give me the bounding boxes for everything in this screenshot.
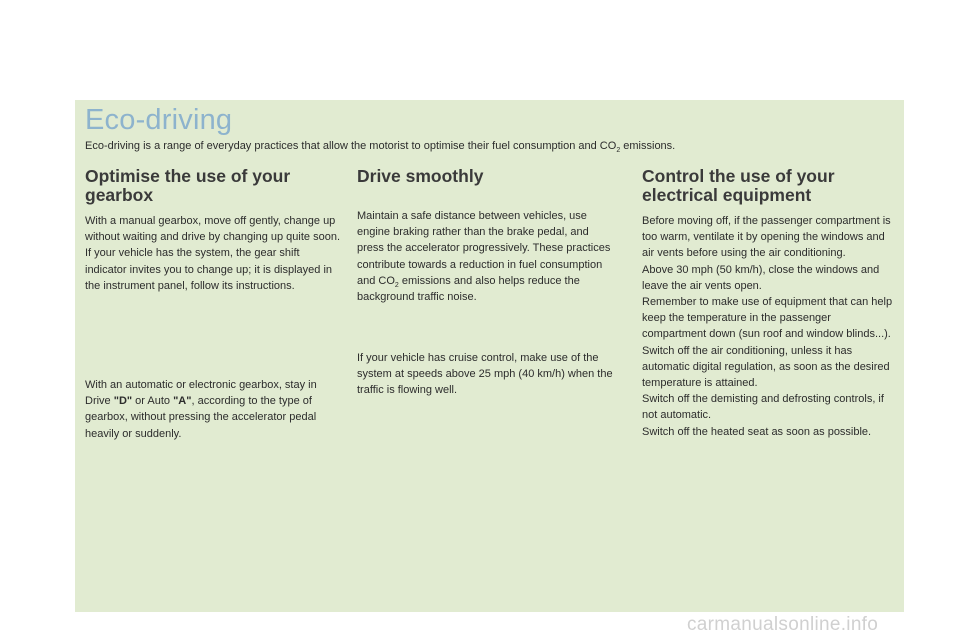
drive-mode-d: "D" xyxy=(113,395,133,408)
gearbox-manual-text: With a manual gearbox, move off gently, change up without waiting and drive by changing up quite soon. If your vehicle has the system, the gear shift indicator invites you to change up; it is displayed in the instrument panel, follow its instructions. xyxy=(85,215,341,292)
electrical-line: Switch off the heated seat as soon as possible. xyxy=(642,425,872,438)
drive-smoothly-text xyxy=(357,208,615,305)
drive-smoothly-text-main: Maintain a safe distance between vehicles, use engine braking rather than the brake pedal, and press the accelerator progressively. These practices contribute towards a reduction in fuel consumption and CO xyxy=(357,210,611,287)
electrical-heading: Control the use of your electrical equipment xyxy=(642,166,835,205)
cruise-control-text: If your vehicle has cruise control, make use of the system at speeds above 25 mph (40 km/h) when the traffic is flowing well. xyxy=(357,352,613,397)
intro-text-end: emissions. xyxy=(620,140,676,152)
co2-subscript: 2 xyxy=(394,281,399,289)
page-title: Eco-driving xyxy=(85,104,233,136)
automatic-text-2: or Auto xyxy=(132,395,174,408)
electrical-text xyxy=(642,213,894,440)
gearbox-section xyxy=(85,166,343,440)
drive-smoothly-heading: Drive smoothly xyxy=(357,166,484,186)
electrical-line: Remember to make use of equipment that can help keep the temperature in the passenger compartment down (sun roof and window blinds...). xyxy=(642,296,893,341)
drive-mode-a: "A" xyxy=(173,395,192,408)
gearbox-heading: Optimise the use of your gearbox xyxy=(85,166,291,205)
electrical-line: Switch off the demisting and defrosting controls, if not automatic. xyxy=(642,393,884,422)
gearbox-automatic-text xyxy=(85,377,335,442)
intro-text-main: Eco-driving is a range of everyday practices that allow the motorist to optimise their fuel consumption and CO xyxy=(85,140,617,152)
automatic-text-1: With an automatic or electronic gearbox, stay in Drive xyxy=(85,379,317,408)
watermark: carmanualsonline.info xyxy=(687,614,879,635)
drive-smoothly-section xyxy=(357,166,615,397)
eco-driving-panel xyxy=(75,100,904,612)
electrical-line: Before moving off, if the passenger compartment is too warm, ventilate it by opening the windows and air vents before using the air conditioning. xyxy=(642,215,891,260)
electrical-line: Above 30 mph (50 km/h), close the windows and leave the air vents open. xyxy=(642,263,880,292)
electrical-section xyxy=(642,167,900,440)
drive-smoothly-text-end: emissions and also helps reduce the background traffic noise. xyxy=(357,274,580,304)
intro-text xyxy=(85,140,675,154)
electrical-line: Switch off the air conditioning, unless it has automatic digital regulation, as soon as the desired temperature is attained. xyxy=(642,344,890,390)
intro-subscript: 2 xyxy=(616,147,621,154)
automatic-text-3: , according to the type of gearbox, without pressing the accelerator pedal heavily or suddenly. xyxy=(85,395,317,440)
